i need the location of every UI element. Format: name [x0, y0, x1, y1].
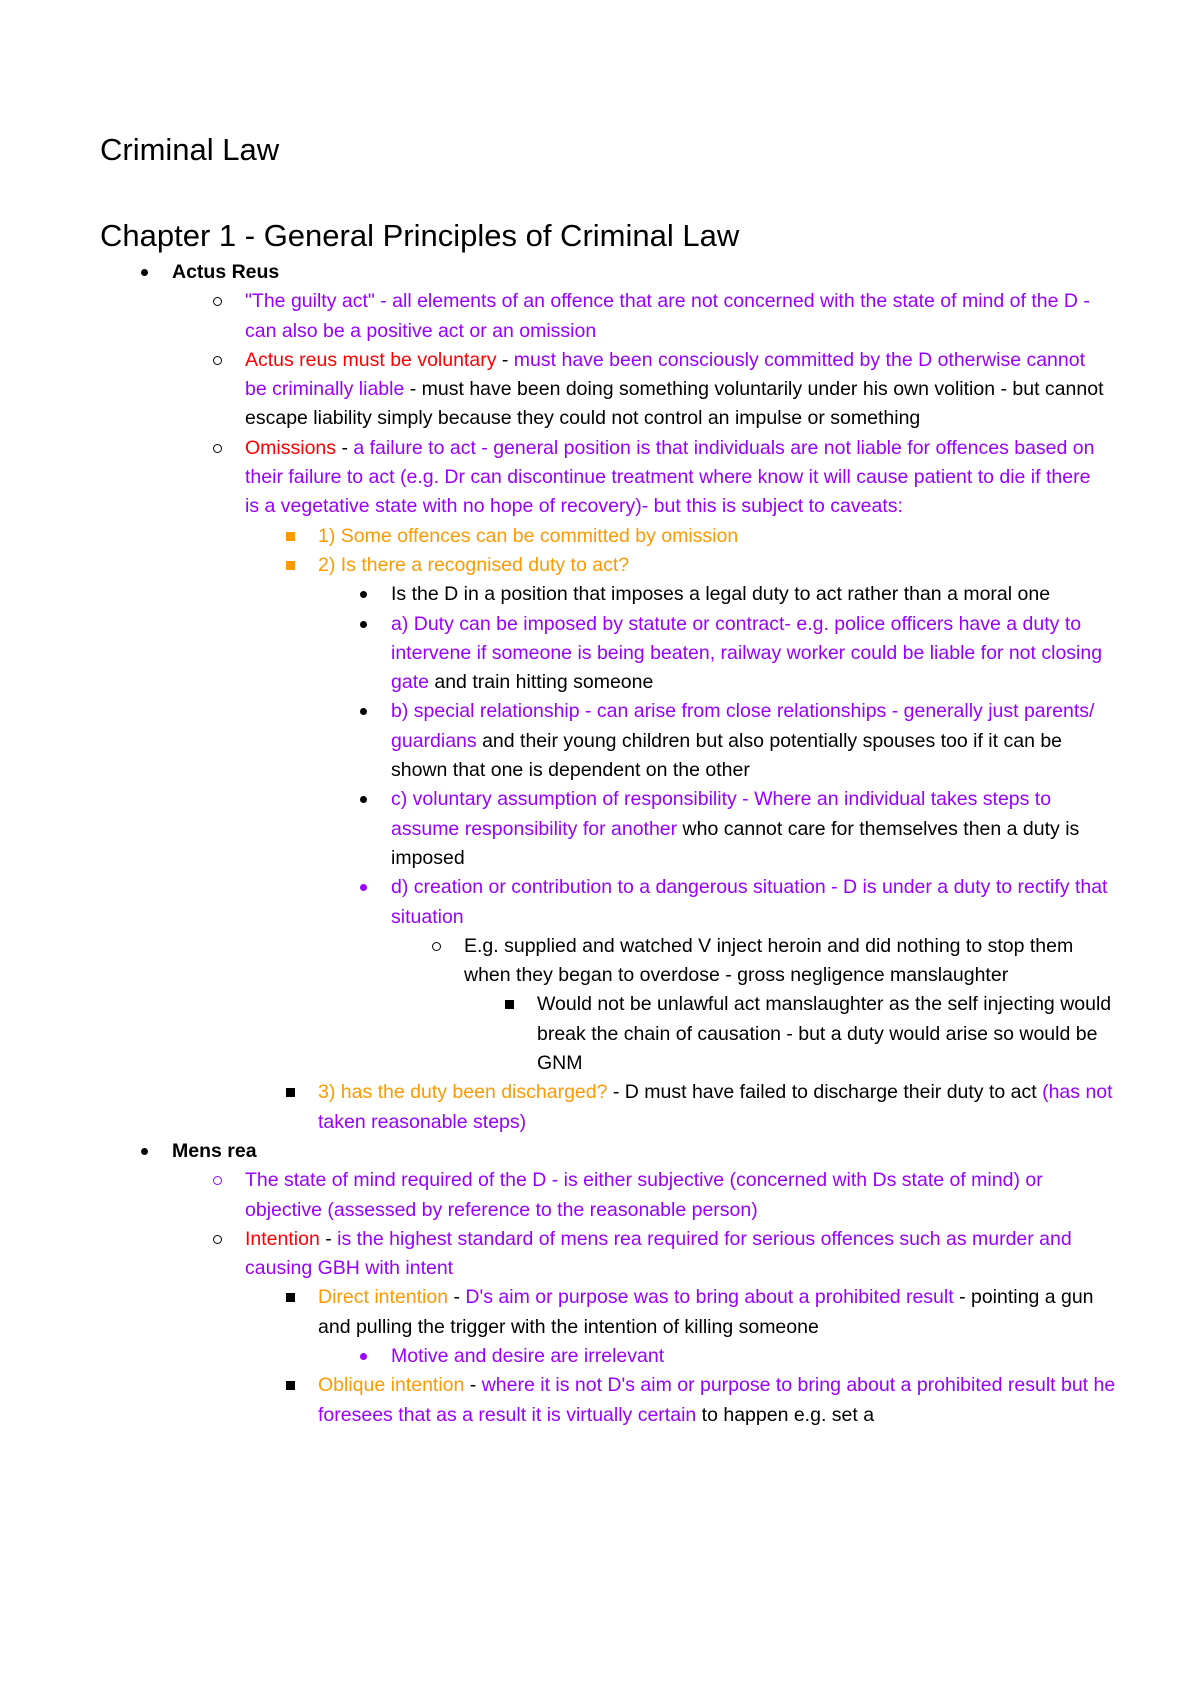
- hollow-bullet-icon: [432, 942, 441, 951]
- list-item-example: E.g. supplied and watched V inject heroin and did nothing to stop them when they began to overdose - gross negligence manslaughter: [464, 932, 1114, 991]
- list-item-caveat-1: 1) Some offences can be committed by omission: [318, 522, 1118, 551]
- hollow-bullet-icon: [213, 1176, 222, 1185]
- list-item-duty-a: a) Duty can be imposed by statute or contract- e.g. police officers have a duty to intervene if someone is being beaten, railway worker could be liable for not closing gate and train hitting someone: [391, 610, 1113, 698]
- filled-bullet-icon: [141, 269, 148, 276]
- filled-bullet-icon: [360, 884, 367, 891]
- square-bullet-icon: [286, 1088, 295, 1097]
- list-item-caveat-2: 2) Is there a recognised duty to act?: [318, 551, 1118, 580]
- list-item-direct-intention: Direct intention - D's aim or purpose was to bring about a prohibited result - pointing a gun and pulling the trigger with the intention of killing someone: [318, 1283, 1118, 1342]
- document-title: Criminal Law: [100, 132, 280, 167]
- list-item-voluntary: Actus reus must be voluntary - must have been consciously committed by the D otherwise cannot be criminally liable - must have been doing something voluntarily under his own volition - but cannot escape liability simply because they could not control an impulse or something: [245, 346, 1105, 434]
- square-bullet-icon: [286, 561, 295, 570]
- filled-bullet-icon: [141, 1148, 148, 1155]
- square-bullet-icon: [505, 1000, 514, 1009]
- list-item-legal-duty: Is the D in a position that imposes a legal duty to act rather than a moral one: [391, 580, 1113, 609]
- filled-bullet-icon: [360, 621, 367, 628]
- list-item-duty-c: c) voluntary assumption of responsibility - Where an individual takes steps to assume responsibility for another who cannot care for themselves then a duty is imposed: [391, 785, 1113, 873]
- list-item-omissions: Omissions - a failure to act - general position is that individuals are not liable for offences based on their failure to act (e.g. Dr can discontinue treatment where know it will cause patient to die if there is a vegetative state with no hope of recovery)- but this is subject to caveats:: [245, 434, 1105, 522]
- list-item-duty-b: b) special relationship - can arise from close relationships - generally just parents/ guardians and their young children but also potentially spouses too if it can be shown that one is dependent on the other: [391, 697, 1113, 785]
- square-bullet-icon: [286, 1293, 295, 1302]
- square-bullet-icon: [286, 1381, 295, 1390]
- hollow-bullet-icon: [213, 297, 222, 306]
- filled-bullet-icon: [360, 708, 367, 715]
- hollow-bullet-icon: [213, 444, 222, 453]
- filled-bullet-icon: [360, 1353, 367, 1360]
- list-item-state-of-mind: The state of mind required of the D - is either subjective (concerned with Ds state of mind) or objective (assessed by reference to the reasonable person): [245, 1166, 1105, 1225]
- outline-list: [0, 258, 1200, 1430]
- filled-bullet-icon: [360, 591, 367, 598]
- list-item-oblique-intention: Oblique intention - where it is not D's aim or purpose to bring about a prohibited result but he foresees that as a result it is virtually certain to happen e.g. set a: [318, 1371, 1118, 1430]
- list-item-caveat-3: 3) has the duty been discharged? - D must have failed to discharge their duty to act (has not taken reasonable steps): [318, 1078, 1118, 1137]
- filled-bullet-icon: [360, 796, 367, 803]
- chapter-heading: Chapter 1 - General Principles of Criminal Law: [100, 218, 740, 253]
- list-item-intention: Intention - is the highest standard of mens rea required for serious offences such as murder and causing GBH with intent: [245, 1225, 1105, 1284]
- hollow-bullet-icon: [213, 1235, 222, 1244]
- list-item-mens-rea: Mens rea: [172, 1137, 1122, 1166]
- square-bullet-icon: [286, 532, 295, 541]
- hollow-bullet-icon: [213, 356, 222, 365]
- list-item-guilty-act: "The guilty act" - all elements of an offence that are not concerned with the state of mind of the D - can also be a positive act or an omission: [245, 287, 1105, 346]
- list-item-motive: Motive and desire are irrelevant: [391, 1342, 1113, 1371]
- list-item-duty-d: d) creation or contribution to a dangerous situation - D is under a duty to rectify that situation: [391, 873, 1113, 932]
- list-item-actus-reus: Actus Reus: [172, 258, 1122, 287]
- list-item-unlawful-act: Would not be unlawful act manslaughter as the self injecting would break the chain of causation - but a duty would arise so would be GNM: [537, 990, 1117, 1078]
